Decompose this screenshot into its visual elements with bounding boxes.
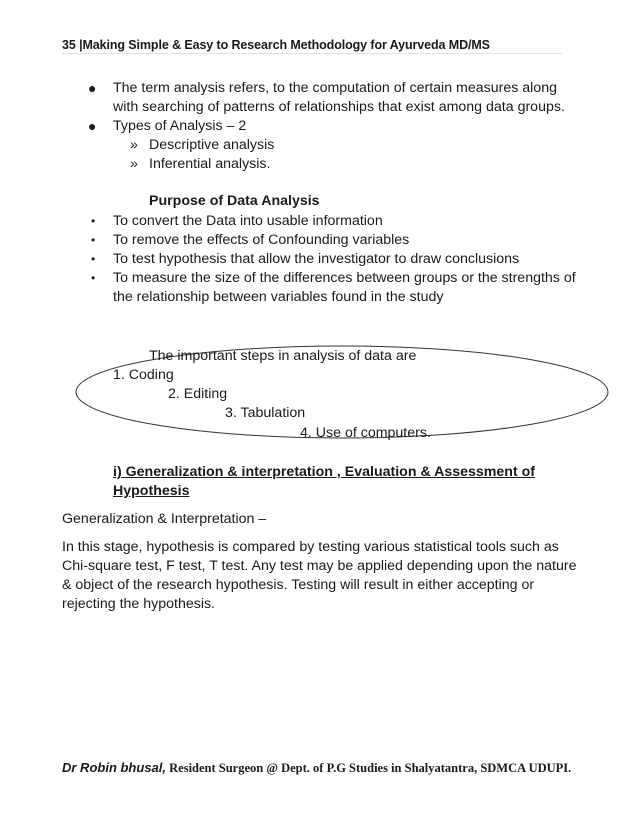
footer-author-name: Dr Robin bhusal, — [62, 760, 166, 775]
step-3: 3. Tabulation — [225, 405, 306, 421]
page-footer — [62, 760, 571, 776]
step-2: 2. Editing — [168, 386, 228, 402]
paragraph-line-4: rejecting the hypothesis. — [62, 596, 216, 612]
purpose-item-2: To remove the effects of Confounding variables — [113, 232, 410, 248]
bullet-icon: • — [91, 252, 96, 266]
footer-author-role: Resident Surgeon @ Dept. of P.G Studies in Shalyatantra, SDMCA UDUPI. — [166, 761, 572, 775]
header-divider — [62, 53, 562, 54]
sub-bullet-2: Inferential analysis. — [149, 156, 271, 172]
paragraph-line-1: In this stage, hypothesis is compared by testing various statistical tools such as — [62, 539, 559, 555]
page-header: 35 |Making Simple & Easy to Research Methodology for Ayurveda MD/MS — [62, 38, 490, 52]
sub-bullet-marker-icon: » — [130, 137, 138, 153]
section-subheading: Generalization & Interpretation – — [62, 511, 267, 527]
steps-title: The important steps in analysis of data are — [149, 348, 417, 364]
section-heading-line-2: Hypothesis — [113, 483, 190, 499]
bullet-icon: • — [91, 214, 96, 228]
bullet-icon: ● — [88, 118, 97, 134]
intro-bullet-2: Types of Analysis – 2 — [113, 118, 247, 134]
purpose-item-3: To test hypothesis that allow the investigator to draw conclusions — [113, 251, 520, 267]
purpose-item-4-line-2: the relationship between variables found in the study — [113, 289, 444, 305]
paragraph-line-3: & object of the research hypothesis. Testing will result in either accepting or — [62, 577, 535, 593]
sub-bullet-1: Descriptive analysis — [149, 137, 275, 153]
step-4: 4. Use of computers. — [300, 425, 431, 441]
bullet-icon: • — [91, 271, 96, 285]
purpose-item-1: To convert the Data into usable information — [113, 213, 383, 229]
bullet-icon: ● — [88, 80, 97, 96]
step-1: 1. Coding — [113, 367, 174, 383]
intro-bullet-1-line-1: The term analysis refers, to the computation of certain measures along — [113, 80, 557, 96]
section-heading-line-1: i) Generalization & interpretation , Evaluation & Assessment of — [113, 464, 536, 480]
intro-bullet-1-line-2: with searching of patterns of relationships that exist among data groups. — [113, 99, 565, 115]
purpose-heading: Purpose of Data Analysis — [149, 193, 320, 209]
paragraph-line-2: Chi-square test, F test, T test. Any test may be applied depending upon the nature — [62, 558, 577, 574]
bullet-icon: • — [91, 233, 96, 247]
sub-bullet-marker-icon: » — [130, 156, 138, 172]
purpose-item-4: To measure the size of the differences between groups or the strengths of — [113, 270, 576, 286]
